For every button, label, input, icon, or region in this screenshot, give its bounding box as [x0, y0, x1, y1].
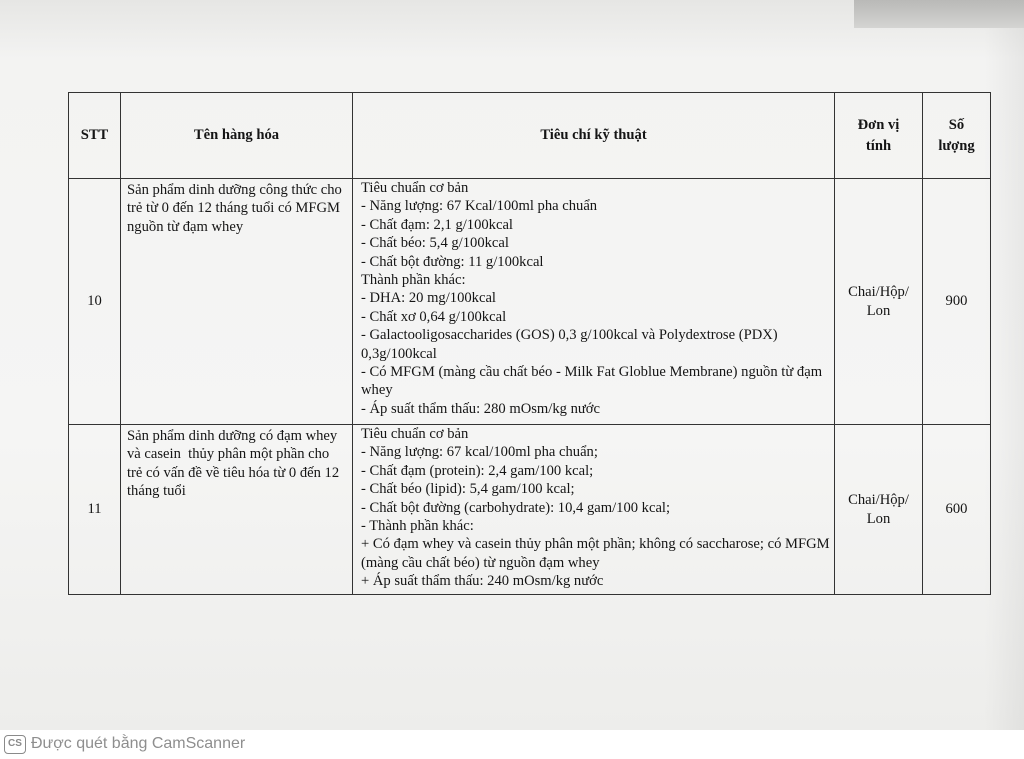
header-qty-line1: Số	[948, 116, 965, 133]
row-product-name: Sản phẩm dinh dưỡng công thức cho trẻ từ 0 đến 12 tháng tuổi có MFGM nguồn từ đạm whey	[121, 179, 353, 425]
row-stt: 11	[69, 425, 121, 595]
spec-line: Thành phần khác:	[361, 272, 466, 289]
spec-line: - Có MFGM (màng cầu chất béo - Milk Fat Globlue Membrane) nguồn từ đạm whey	[361, 364, 823, 399]
table-header-row	[69, 93, 991, 179]
table-row	[69, 179, 991, 425]
row-quantity: 900	[923, 179, 991, 425]
spec-line: - Áp suất thẩm thấu: 280 mOsm/kg nước	[361, 400, 600, 417]
header-quantity	[923, 93, 991, 179]
row-product-name: Sản phẩm dinh dưỡng có đạm whey và casein thủy phân một phần cho trẻ có vấn đề về tiêu hóa từ 0 đến 12 tháng tuổi	[121, 425, 353, 595]
spec-line: - Năng lượng: 67 Kcal/100ml pha chuẩn	[361, 198, 598, 215]
row-technical-criteria	[353, 179, 835, 425]
spec-line: - Galactooligosaccharides (GOS) 0,3 g/100kcal và Polydextrose (PDX) 0,3g/100kcal	[361, 327, 778, 362]
unit-line2: Lon	[866, 510, 891, 527]
table-row	[69, 425, 991, 595]
camscanner-logo-icon: CS	[4, 735, 26, 754]
spec-line: - Chất đạm (protein): 2,4 gam/100 kcal;	[361, 462, 594, 479]
header-unit-line1: Đơn vị	[857, 116, 900, 133]
spec-line: - Chất bột đường: 11 g/100kcal	[361, 253, 544, 270]
row-technical-criteria	[353, 425, 835, 595]
spec-line: + Có đạm whey và casein thủy phân một phần; không có saccharose; có MFGM (màng cầu chất béo) từ nguồn đạm whey	[361, 536, 830, 571]
spec-line: Tiêu chuẩn cơ bản	[361, 426, 469, 442]
header-stt: STT	[69, 93, 121, 179]
header-qty-line2: lượng	[938, 137, 975, 154]
spec-line: + Áp suất thẩm thấu: 240 mOsm/kg nước	[361, 573, 604, 590]
header-unit	[835, 93, 923, 179]
spec-line: Tiêu chuẩn cơ bản	[361, 180, 469, 196]
spec-line: - Chất béo: 5,4 g/100kcal	[361, 235, 509, 252]
header-technical-criteria: Tiêu chí kỹ thuật	[353, 93, 835, 179]
header-unit-line2: tính	[865, 137, 892, 154]
spec-line: - Thành phần khác:	[361, 518, 474, 535]
header-product-name: Tên hàng hóa	[121, 93, 353, 179]
spec-line: - Chất bột đường (carbohydrate): 10,4 gam/100 kcal;	[361, 499, 671, 516]
unit-line2: Lon	[866, 302, 891, 319]
row-unit	[835, 425, 923, 595]
spec-line: - Chất xơ 0,64 g/100kcal	[361, 308, 507, 325]
spec-line: - DHA: 20 mg/100kcal	[361, 290, 496, 307]
background-corner	[854, 0, 1024, 28]
unit-line1: Chai/Hộp/	[848, 283, 909, 300]
specification-table	[68, 92, 991, 595]
spec-line: - Chất béo (lipid): 5,4 gam/100 kcal;	[361, 481, 575, 498]
row-stt: 10	[69, 179, 121, 425]
row-unit	[835, 179, 923, 425]
spec-line: - Năng lượng: 67 kcal/100ml pha chuẩn;	[361, 444, 598, 461]
scanner-footer	[0, 730, 1024, 759]
spec-line: - Chất đạm: 2,1 g/100kcal	[361, 216, 513, 233]
row-quantity: 600	[923, 425, 991, 595]
unit-line1: Chai/Hộp/	[848, 491, 909, 508]
scanner-watermark-text: Được quét bằng CamScanner	[31, 735, 246, 752]
